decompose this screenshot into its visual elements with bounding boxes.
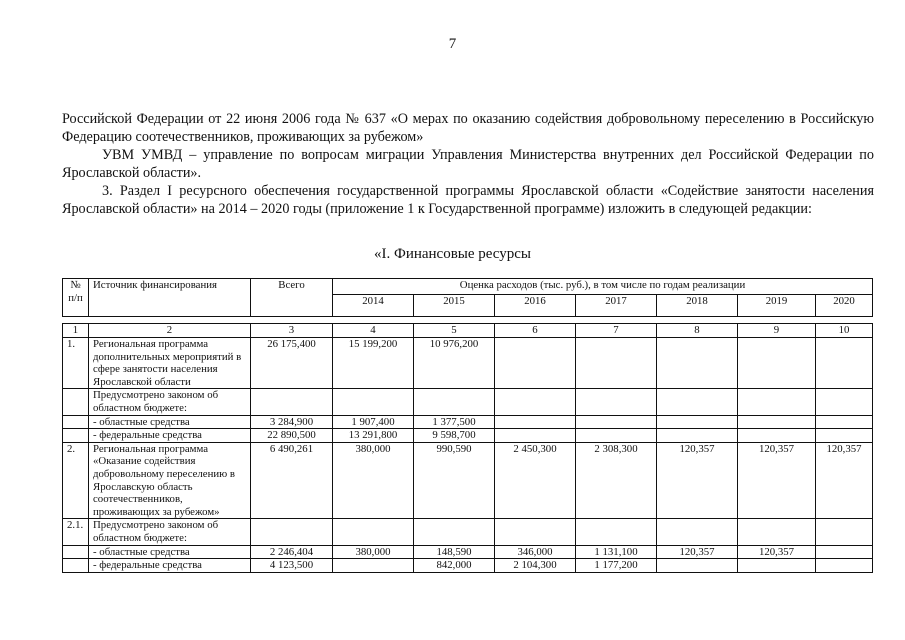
- row-source: Предусмотрено законом об областном бюджете:: [89, 389, 251, 415]
- row-value-2016: 2 104,300: [495, 559, 576, 573]
- table-row: [63, 559, 873, 573]
- row-value-2014: [333, 559, 414, 573]
- table-row: [63, 389, 873, 415]
- row-total: [251, 519, 333, 545]
- row-value-2014: 380,000: [333, 545, 414, 559]
- table-row: [63, 429, 873, 443]
- row-value-2017: [576, 338, 657, 389]
- row-value-2016: [495, 429, 576, 443]
- row-value-2019: [738, 429, 816, 443]
- row-value-2020: [816, 559, 873, 573]
- row-value-2020: [816, 545, 873, 559]
- row-total: 3 284,900: [251, 415, 333, 429]
- row-number: [63, 389, 89, 415]
- row-value-2017: [576, 415, 657, 429]
- section-title: «I. Финансовые ресурсы: [373, 246, 532, 262]
- header-total: Всего: [251, 279, 333, 317]
- row-total: 2 246,404: [251, 545, 333, 559]
- page-number: 7: [448, 36, 457, 52]
- row-value-2016: [495, 338, 576, 389]
- column-number: 3: [251, 324, 333, 338]
- row-source: Региональная программа «Оказание содействия добровольному переселению в Ярославскую область соотечественников, проживающих за рубежом»: [89, 442, 251, 519]
- row-value-2014: 380,000: [333, 442, 414, 519]
- row-value-2019: [738, 338, 816, 389]
- row-value-2015: 1 377,500: [414, 415, 495, 429]
- row-value-2017: 2 308,300: [576, 442, 657, 519]
- row-value-2014: 15 199,200: [333, 338, 414, 389]
- row-source: Предусмотрено законом об областном бюджете:: [89, 519, 251, 545]
- row-source: - федеральные средства: [89, 559, 251, 573]
- row-value-2020: [816, 519, 873, 545]
- header-year: 2014: [333, 295, 414, 317]
- column-number-row: [63, 324, 873, 338]
- row-total: 6 490,261: [251, 442, 333, 519]
- header-year: 2018: [657, 295, 738, 317]
- row-value-2015: [414, 389, 495, 415]
- row-value-2018: [657, 338, 738, 389]
- paragraph-2: УВМ УМВД – управление по вопросам миграции Управления Министерства внутренних дел Российской Федерации по Ярославской области».: [62, 147, 874, 181]
- row-source: Региональная программа дополнительных мероприятий в сфере занятости населения Ярославской области: [89, 338, 251, 389]
- row-number: 2.1.: [63, 519, 89, 545]
- row-value-2020: [816, 415, 873, 429]
- row-value-2019: [738, 415, 816, 429]
- row-value-2015: 990,590: [414, 442, 495, 519]
- row-value-2017: [576, 429, 657, 443]
- paragraph-3: 3. Раздел I ресурсного обеспечения государственной программы Ярославской области «Содействие занятости населения Ярославской области» на 2014 – 2020 годы (приложение 1 к Государственной программе) изложить в следующей редакции:: [62, 183, 874, 217]
- row-source: - федеральные средства: [89, 429, 251, 443]
- financial-resources-table: [62, 278, 873, 573]
- table-row: [63, 415, 873, 429]
- column-number: 7: [576, 324, 657, 338]
- table-row: [63, 442, 873, 519]
- header-separator: [63, 317, 873, 324]
- row-total: [251, 389, 333, 415]
- row-value-2016: 346,000: [495, 545, 576, 559]
- header-year: 2016: [495, 295, 576, 317]
- column-number: 6: [495, 324, 576, 338]
- table-row: [63, 545, 873, 559]
- column-number: 10: [816, 324, 873, 338]
- row-total: 26 175,400: [251, 338, 333, 389]
- row-value-2019: 120,357: [738, 545, 816, 559]
- row-value-2020: [816, 429, 873, 443]
- row-value-2016: [495, 519, 576, 545]
- header-year: 2020: [816, 295, 873, 317]
- row-value-2015: 842,000: [414, 559, 495, 573]
- row-value-2015: 148,590: [414, 545, 495, 559]
- row-value-2017: [576, 519, 657, 545]
- row-number: [63, 545, 89, 559]
- header-year: 2019: [738, 295, 816, 317]
- row-source: - областные средства: [89, 415, 251, 429]
- row-number: [63, 559, 89, 573]
- row-value-2014: 1 907,400: [333, 415, 414, 429]
- row-value-2018: 120,357: [657, 442, 738, 519]
- row-value-2017: 1 131,100: [576, 545, 657, 559]
- column-number: 9: [738, 324, 816, 338]
- row-number: 2.: [63, 442, 89, 519]
- row-value-2014: [333, 389, 414, 415]
- header-estimate: Оценка расходов (тыс. руб.), в том числе по годам реализации: [333, 279, 873, 295]
- row-value-2020: [816, 338, 873, 389]
- column-number: 5: [414, 324, 495, 338]
- row-value-2019: [738, 559, 816, 573]
- row-value-2016: [495, 415, 576, 429]
- header-year: 2015: [414, 295, 495, 317]
- header-year: 2017: [576, 295, 657, 317]
- row-value-2018: 120,357: [657, 545, 738, 559]
- row-value-2019: [738, 389, 816, 415]
- row-value-2019: [738, 519, 816, 545]
- header-source: Источник финансирования: [89, 279, 251, 317]
- column-number: 1: [63, 324, 89, 338]
- row-value-2016: [495, 389, 576, 415]
- row-number: [63, 415, 89, 429]
- column-number: 8: [657, 324, 738, 338]
- table-row: [63, 519, 873, 545]
- row-value-2017: 1 177,200: [576, 559, 657, 573]
- row-value-2016: 2 450,300: [495, 442, 576, 519]
- row-value-2018: [657, 519, 738, 545]
- row-value-2018: [657, 559, 738, 573]
- table-row: [63, 338, 873, 389]
- row-total: 22 890,500: [251, 429, 333, 443]
- header-num: № п/п: [63, 279, 89, 317]
- row-value-2015: 10 976,200: [414, 338, 495, 389]
- column-number: 2: [89, 324, 251, 338]
- row-total: 4 123,500: [251, 559, 333, 573]
- row-value-2014: 13 291,800: [333, 429, 414, 443]
- row-value-2020: 120,357: [816, 442, 873, 519]
- paragraph-1: Российской Федерации от 22 июня 2006 года № 637 «О мерах по оказанию содействия добровольному переселению в Российскую Федерацию соотечественников, проживающих за рубежом»: [62, 111, 874, 145]
- row-value-2017: [576, 389, 657, 415]
- row-value-2018: [657, 415, 738, 429]
- row-number: 1.: [63, 338, 89, 389]
- row-value-2014: [333, 519, 414, 545]
- row-value-2015: [414, 519, 495, 545]
- row-value-2019: 120,357: [738, 442, 816, 519]
- row-source: - областные средства: [89, 545, 251, 559]
- row-value-2018: [657, 389, 738, 415]
- row-value-2020: [816, 389, 873, 415]
- row-value-2015: 9 598,700: [414, 429, 495, 443]
- row-value-2018: [657, 429, 738, 443]
- column-number: 4: [333, 324, 414, 338]
- header-row-1: [63, 279, 873, 295]
- row-number: [63, 429, 89, 443]
